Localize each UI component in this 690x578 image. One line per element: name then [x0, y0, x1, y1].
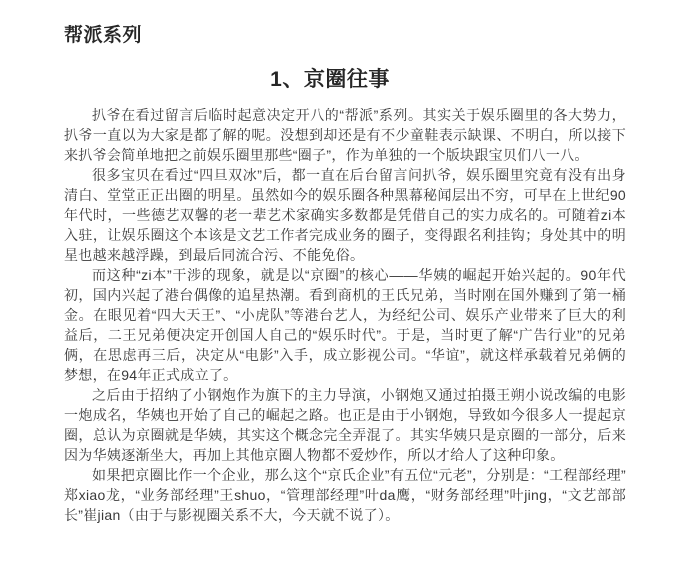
body-paragraph-4: 之后由于招纳了小钢炮作为旗下的主力导演，小钢炮又通过拍摄王朔小说改编的电影一炮成名，华姨也开始了自己的崛起之路。也正是由于小钢炮，导致如今很多人一提起京圈，总认为京圈就是华姨，其实这个概念完全弄混了。其实华姨只是京圈的一部分，后来因为华姨逐渐坐大，再加上其他京圈人物都不爱炒作，所以才给人了这种印象。: [64, 386, 626, 463]
body-paragraph-3: 而这种“zi本”干涉的现象，就是以“京圈”的核心——华姨的崛起开始兴起的。90年代初，国内兴起了港台偶像的追星热潮。看到商机的王氏兄弟，当时刚在国外赚到了第一桶金。在眼见着“四大天王”、“小虎队”等港台艺人，为经纪公司、娱乐产业带来了巨大的利益后，二王兄弟便决定开创国人自己的“娱乐时代”。于是，当时更了解“广告行业”的兄弟俩，在思虑再三后，决定从“电影”入手，成立影视公司。“华谊”，就这样承载着兄弟俩的梦想，在94年正式成立了。: [64, 266, 626, 383]
article-body: [64, 105, 626, 525]
body-paragraph-5: 如果把京圈比作一个企业，那么这个“京氏企业”有五位“元老”，分别是：“工程部经理”郑xiao龙，“业务部经理”王shuo，“管理部经理”叶da鹰，“财务部经理”叶jing，“文艺部部长”崔jian（由于与影视圈关系不大，今天就不说了）。: [64, 466, 626, 523]
body-paragraph-1: 扒爷在看过留言后临时起意决定开八的“帮派”系列。其实关于娱乐圈里的各大势力，扒爷一直以为大家是都了解的呢。没想到却还是有不少童鞋表示缺课、不明白，所以接下来扒爷会简单地把之前娱乐圈里那些“圈子”，作为单独的一个版块跟宝贝们八一八。: [64, 106, 626, 163]
series-title: 帮派系列: [64, 25, 143, 46]
chapter-heading: 1、京圈往事: [270, 67, 390, 91]
body-paragraph-2: 很多宝贝在看过“四旦双冰”后，都一直在后台留言问扒爷，娱乐圈里究竟有没有出身清白、堂堂正正出圈的明星。虽然如今的娱乐圈各种黑幕秘闻层出不穷，可早在上世纪90年代时，一些德艺双馨的老一辈艺术家确实多数都是凭借自己的实力成名的。可随着zi本入驻，让娱乐圈这个本该是文艺工作者完成业务的圈子，变得跟名利挂钩；身处其中的明星也越来越浮躁，到最后同流合污、不能免俗。: [64, 166, 626, 263]
